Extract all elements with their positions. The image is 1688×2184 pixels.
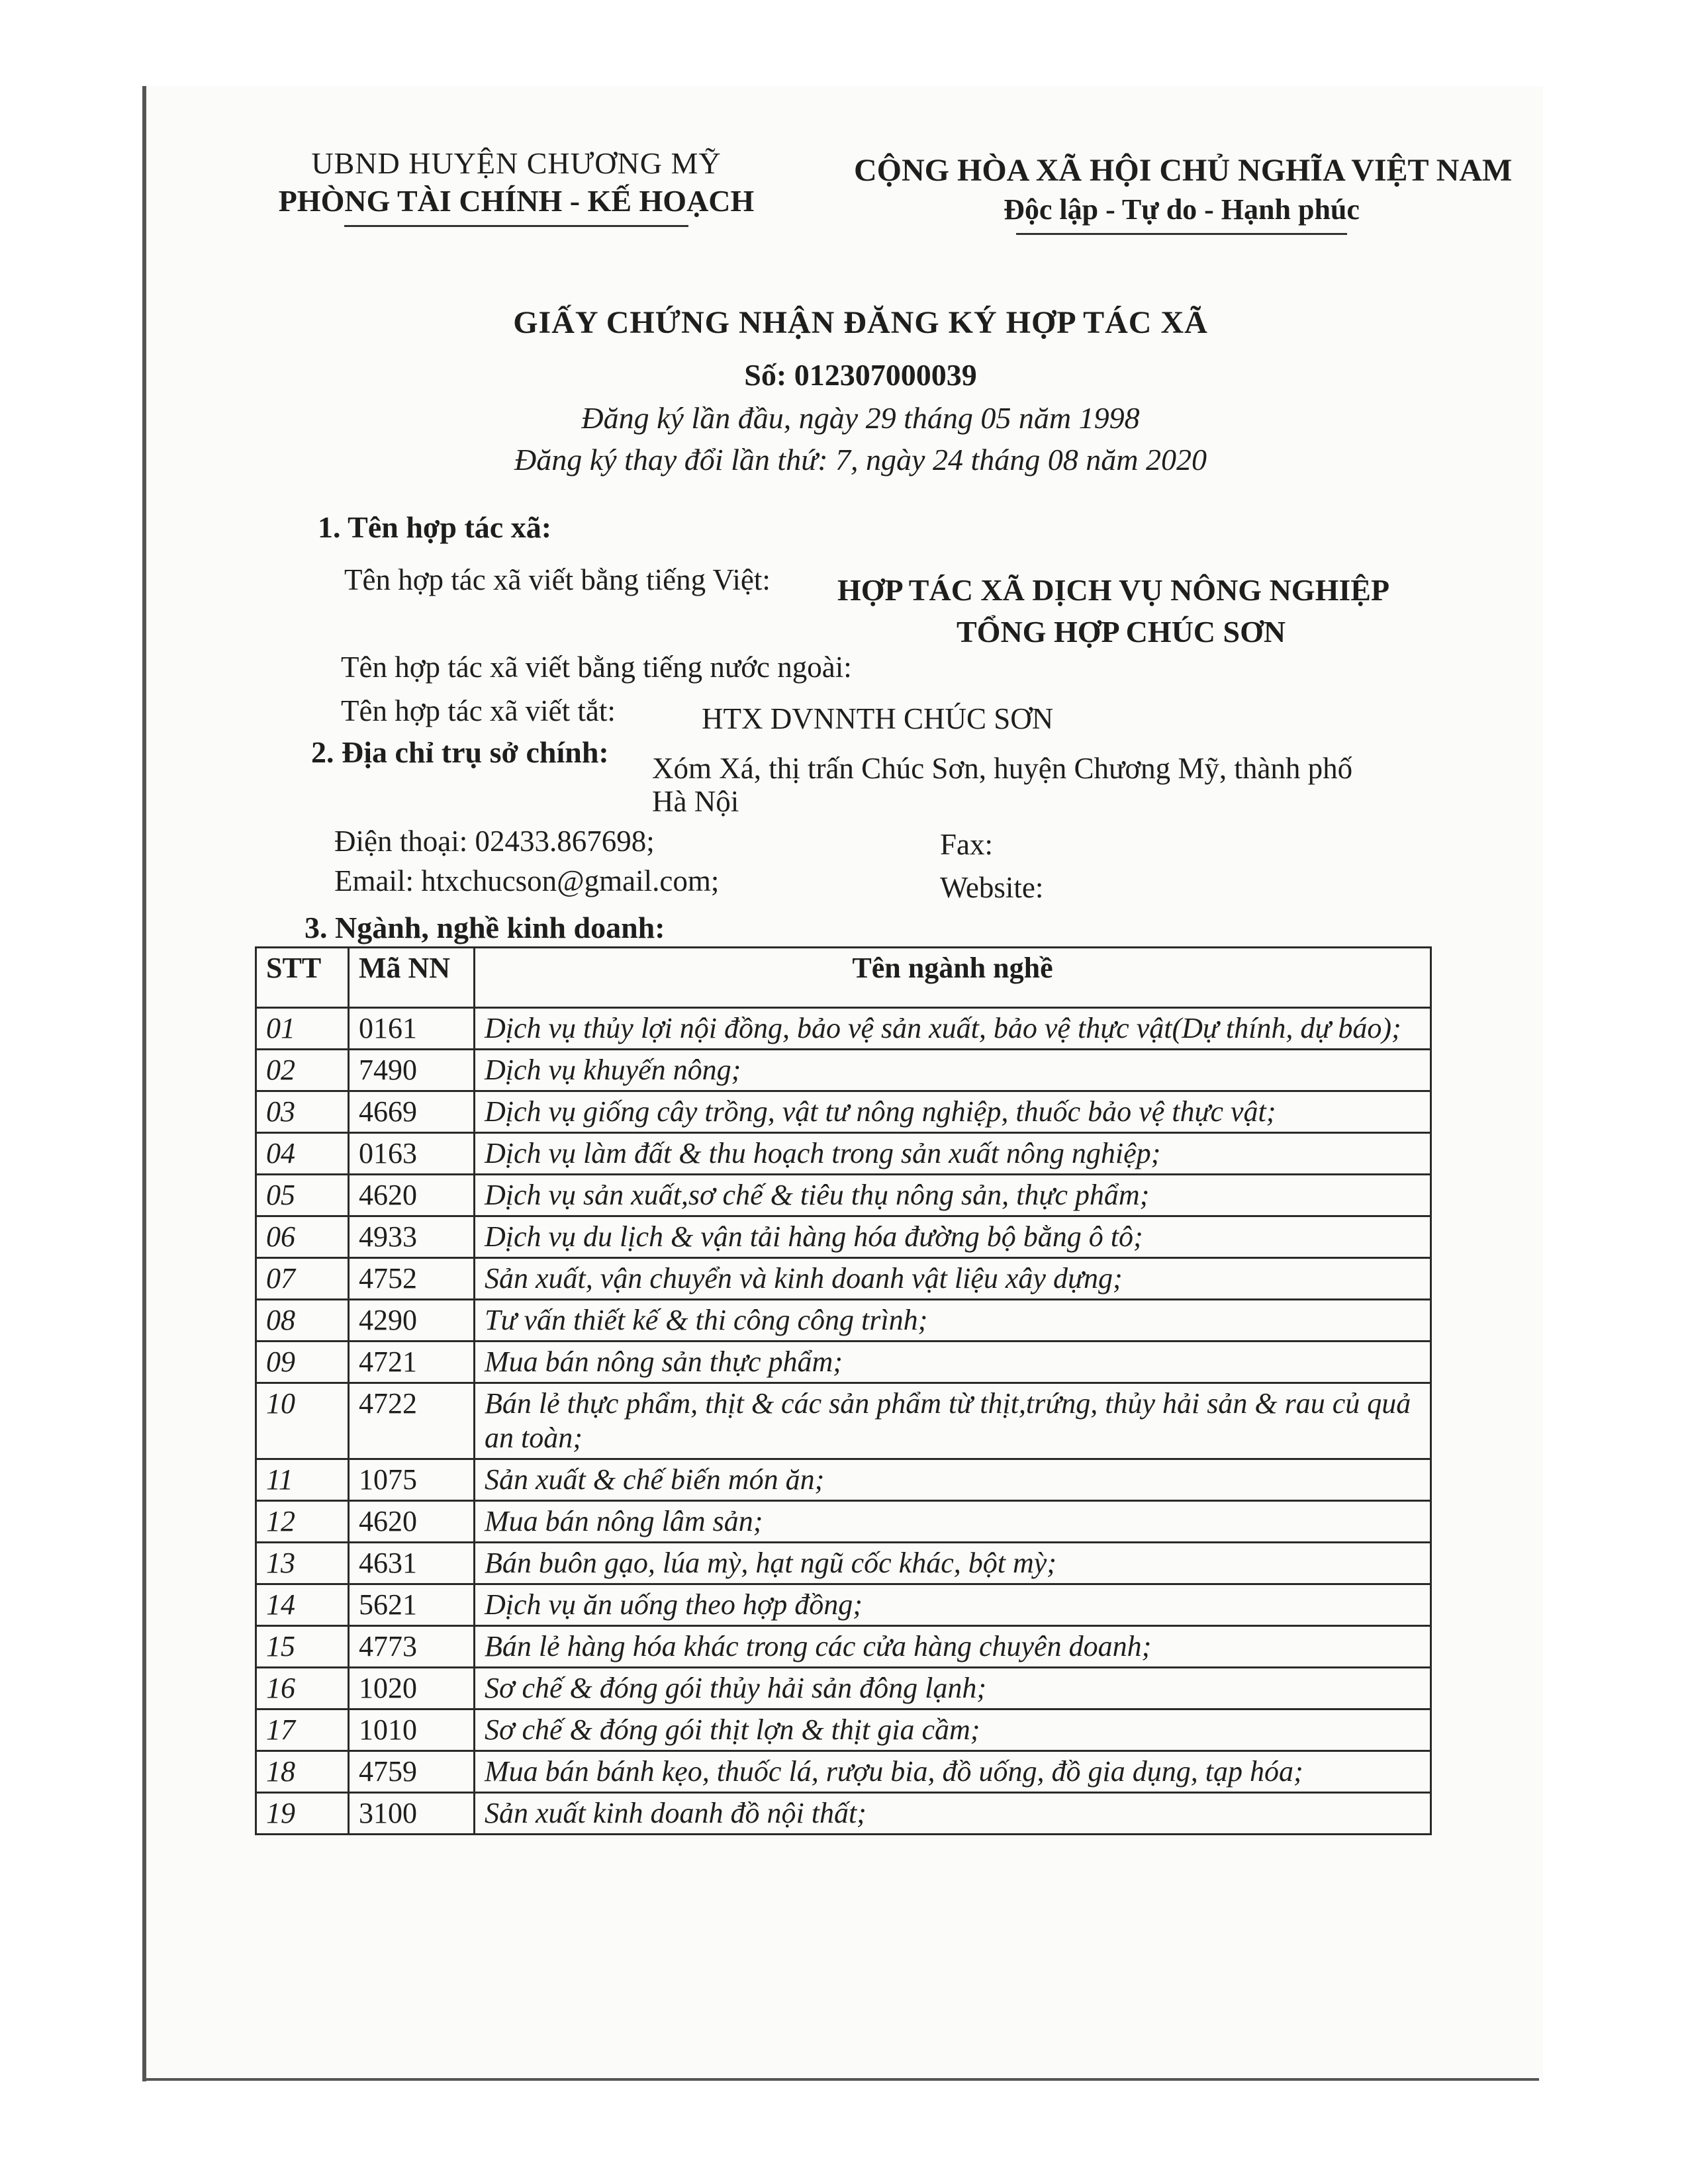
issuer-underline <box>344 225 688 227</box>
foreign-name-label: Tên hợp tác xã viết bằng tiếng nước ngoài: <box>341 651 852 684</box>
row-stt: 16 <box>256 1668 349 1709</box>
row-code: 4290 <box>349 1300 475 1342</box>
row-name: Dịch vụ ăn uống theo hợp đồng; <box>475 1584 1431 1626</box>
row-stt: 04 <box>256 1133 349 1175</box>
table-row <box>256 1133 1431 1175</box>
table-row <box>256 1091 1431 1133</box>
phone: Điện thoại: 02433.867698; <box>334 825 655 858</box>
row-code: 4620 <box>349 1175 475 1216</box>
table-row <box>256 1709 1431 1751</box>
vn-name-line1: HỢP TÁC XÃ DỊCH VỤ NÔNG NGHIỆP <box>837 573 1390 607</box>
row-code: 1010 <box>349 1709 475 1751</box>
fax: Fax: <box>940 828 994 861</box>
motto-underline <box>1016 233 1347 235</box>
row-name: Dịch vụ du lịch & vận tải hàng hóa đường bộ bằng ô tô; <box>475 1216 1431 1258</box>
col-header-stt: STT <box>256 948 349 1008</box>
row-code: 5621 <box>349 1584 475 1626</box>
row-code: 0163 <box>349 1133 475 1175</box>
table-header-row <box>256 948 1431 1008</box>
change-registration-date: Đăng ký thay đổi lần thứ: 7, ngày 24 tháng 08 năm 2020 <box>514 443 1207 477</box>
abbr-name-value: HTX DVNNTH CHÚC SƠN <box>702 702 1054 735</box>
page-bottom-edge <box>142 2078 1539 2081</box>
row-name: Sản xuất kinh doanh đồ nội thất; <box>475 1793 1431 1835</box>
row-code: 4722 <box>349 1383 475 1459</box>
row-name: Dịch vụ sản xuất,sơ chế & tiêu thụ nông sản, thực phẩm; <box>475 1175 1431 1216</box>
document-title: GIẤY CHỨNG NHẬN ĐĂNG KÝ HỢP TÁC XÃ <box>513 305 1208 340</box>
table-row <box>256 1459 1431 1501</box>
row-stt: 18 <box>256 1751 349 1793</box>
row-stt: 06 <box>256 1216 349 1258</box>
row-name: Sơ chế & đóng gói thủy hải sản đông lạnh; <box>475 1668 1431 1709</box>
col-header-name: Tên ngành nghề <box>475 948 1431 1008</box>
row-stt: 03 <box>256 1091 349 1133</box>
row-code: 4773 <box>349 1626 475 1668</box>
row-code: 4721 <box>349 1342 475 1383</box>
table-row <box>256 1501 1431 1543</box>
row-stt: 09 <box>256 1342 349 1383</box>
row-code: 4669 <box>349 1091 475 1133</box>
issuer-header <box>199 146 834 227</box>
row-stt: 12 <box>256 1501 349 1543</box>
row-code: 4933 <box>349 1216 475 1258</box>
row-stt: 10 <box>256 1383 349 1459</box>
row-stt: 08 <box>256 1300 349 1342</box>
row-code: 4752 <box>349 1258 475 1300</box>
national-motto: Độc lập - Tự do - Hạnh phúc <box>1004 193 1360 226</box>
row-code: 4631 <box>349 1543 475 1584</box>
row-name: Dịch vụ thủy lợi nội đồng, bảo vệ sản xuất, bảo vệ thực vật(Dự thính, dự báo); <box>475 1008 1431 1050</box>
section2-heading: 2. Địa chỉ trụ sở chính: <box>311 735 609 769</box>
row-stt: 19 <box>256 1793 349 1835</box>
section1-heading: 1. Tên hợp tác xã: <box>318 510 552 544</box>
row-name: Tư vấn thiết kế & thi công công trình; <box>475 1300 1431 1342</box>
row-stt: 14 <box>256 1584 349 1626</box>
website: Website: <box>940 871 1044 904</box>
table-row <box>256 1175 1431 1216</box>
row-stt: 01 <box>256 1008 349 1050</box>
row-stt: 07 <box>256 1258 349 1300</box>
row-code: 1075 <box>349 1459 475 1501</box>
row-name: Mua bán nông lâm sản; <box>475 1501 1431 1543</box>
abbr-name-label: Tên hợp tác xã viết tắt: <box>341 694 616 727</box>
table-row <box>256 1258 1431 1300</box>
row-stt: 02 <box>256 1050 349 1091</box>
row-name: Sơ chế & đóng gói thịt lợn & thịt gia cầm; <box>475 1709 1431 1751</box>
table-row <box>256 1751 1431 1793</box>
vn-name-label: Tên hợp tác xã viết bằng tiếng Việt: <box>344 563 771 596</box>
col-header-code: Mã NN <box>349 948 475 1008</box>
issuer-department: PHÒNG TÀI CHÍNH - KẾ HOẠCH <box>278 184 755 218</box>
business-lines-table <box>255 946 1432 1835</box>
issuer-authority: UBND HUYỆN CHƯƠNG MỸ <box>311 146 722 180</box>
table-row <box>256 1584 1431 1626</box>
row-name: Bán lẻ hàng hóa khác trong các cửa hàng chuyên doanh; <box>475 1626 1431 1668</box>
email: Email: htxchucson@gmail.com; <box>334 864 720 897</box>
row-code: 7490 <box>349 1050 475 1091</box>
table-row <box>256 1626 1431 1668</box>
row-stt: 11 <box>256 1459 349 1501</box>
row-stt: 05 <box>256 1175 349 1216</box>
row-stt: 15 <box>256 1626 349 1668</box>
row-code: 4759 <box>349 1751 475 1793</box>
row-stt: 17 <box>256 1709 349 1751</box>
table-row <box>256 1342 1431 1383</box>
first-registration-date: Đăng ký lần đầu, ngày 29 tháng 05 năm 1998 <box>581 401 1140 435</box>
row-code: 1020 <box>349 1668 475 1709</box>
table-row <box>256 1216 1431 1258</box>
row-name: Mua bán nông sản thực phẩm; <box>475 1342 1431 1383</box>
row-name: Sản xuất & chế biến món ăn; <box>475 1459 1431 1501</box>
national-header <box>854 152 1513 235</box>
row-name: Dịch vụ làm đất & thu hoạch trong sản xuất nông nghiệp; <box>475 1133 1431 1175</box>
vn-name-line2: TỔNG HỢP CHÚC SƠN <box>957 615 1286 649</box>
table-row <box>256 1008 1431 1050</box>
table-row <box>256 1383 1431 1459</box>
row-name: Sản xuất, vận chuyển và kinh doanh vật liệu xây dựng; <box>475 1258 1431 1300</box>
table-row <box>256 1543 1431 1584</box>
national-name: CỘNG HÒA XÃ HỘI CHỦ NGHĨA VIỆT NAM <box>854 153 1513 188</box>
address-line2: Hà Nội <box>652 785 739 818</box>
row-code: 0161 <box>349 1008 475 1050</box>
table-row <box>256 1668 1431 1709</box>
row-name: Mua bán bánh kẹo, thuốc lá, rượu bia, đồ uống, đồ gia dụng, tạp hóa; <box>475 1751 1431 1793</box>
row-code: 4620 <box>349 1501 475 1543</box>
row-name: Bán lẻ thực phẩm, thịt & các sản phẩm từ thịt,trứng, thủy hải sản & rau củ quả an toàn; <box>475 1383 1431 1459</box>
row-code: 3100 <box>349 1793 475 1835</box>
row-name: Bán buôn gạo, lúa mỳ, hạt ngũ cốc khác, bột mỳ; <box>475 1543 1431 1584</box>
row-name: Dịch vụ khuyến nông; <box>475 1050 1431 1091</box>
table-row <box>256 1793 1431 1835</box>
row-stt: 13 <box>256 1543 349 1584</box>
table-row <box>256 1050 1431 1091</box>
certificate-number: Số: 012307000039 <box>744 358 977 392</box>
row-name: Dịch vụ giống cây trồng, vật tư nông nghiệp, thuốc bảo vệ thực vật; <box>475 1091 1431 1133</box>
table-row <box>256 1300 1431 1342</box>
address-line1: Xóm Xá, thị trấn Chúc Sơn, huyện Chương Mỹ, thành phố <box>652 752 1353 785</box>
section3-heading: 3. Ngành, nghề kinh doanh: <box>305 911 665 944</box>
